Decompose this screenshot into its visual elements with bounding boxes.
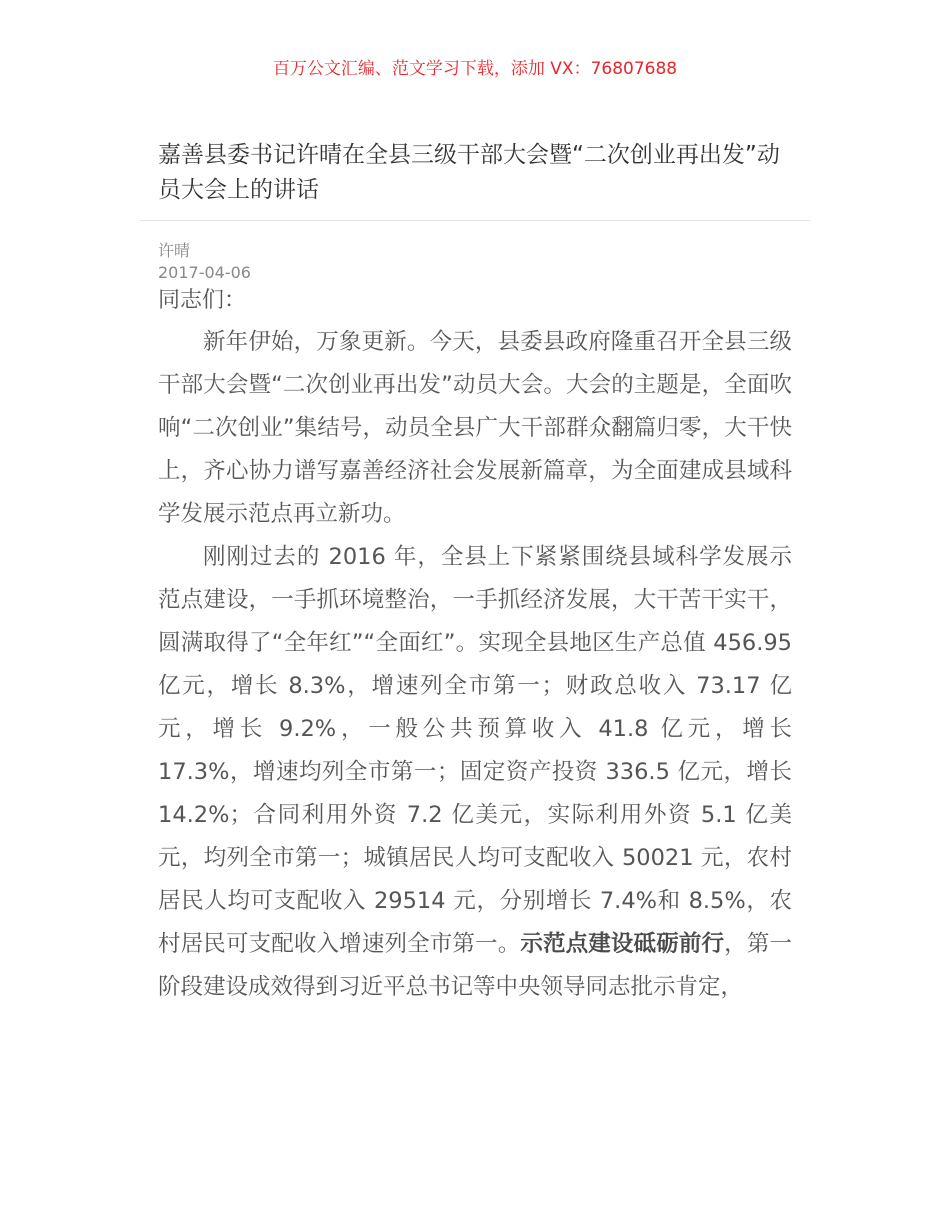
article-author: 许晴 bbox=[158, 241, 191, 260]
article-date: 2017-04-06 bbox=[158, 263, 251, 282]
paragraph-1: 新年伊始，万象更新。今天，县委县政府隆重召开全县三级干部大会暨“二次创业再出发”动员大会。大会的主题是，全面吹响“二次创业”集结号，动员全县广大干部群众翻篇归零，大干快上，齐心协力谱写嘉善经济社会发展新篇章，为全面建成县域科学发展示范点再立新功。 bbox=[158, 329, 792, 527]
paragraph-2 bbox=[158, 536, 792, 1009]
paragraph-2-bold-phrase: 示范点建设砥砺前行 bbox=[520, 931, 725, 957]
article-body bbox=[158, 321, 792, 1009]
paragraph-2-text: 刚刚过去的 2016 年，全县上下紧紧围绕县域科学发展示范点建设，一手抓环境整治，一手抓经济发展，大干苦干实干，圆满取得了“全年红”“全面红”。实现全县地区生产总值 456.95 亿元，增长 8.3%，增速列全市第一；财政总收入 73.17 亿元，增长 9.2%，一般公共预算收入 41.8 亿元，增长 17.3%，增速均列全市第一；固定资产投资 336.5 亿元，增长 14.2%；合同利用外资 7.2 亿美元，实际利用外资 5.1 亿美元，均列全市第一；城镇居民人均可支配收入 50021 元，农村居民人均可支配收入 29514 元，分别增长 7.4%和 8.5%，农村居民可支配收入增速列全市第一。 bbox=[158, 544, 792, 957]
paragraph-2-continuation: ，第一阶段建设成效得到习近平总书记等中央领导同志批示肯定， bbox=[158, 931, 792, 1000]
article-title: 嘉善县委书记许晴在全县三级干部大会暨“二次创业再出发”动员大会上的讲话 bbox=[158, 142, 780, 203]
header-banner: 百万公文汇编、范文学习下载，添加 VX：76807688 bbox=[272, 59, 678, 79]
greeting: 同志们： bbox=[158, 288, 247, 313]
title-divider bbox=[140, 220, 810, 221]
